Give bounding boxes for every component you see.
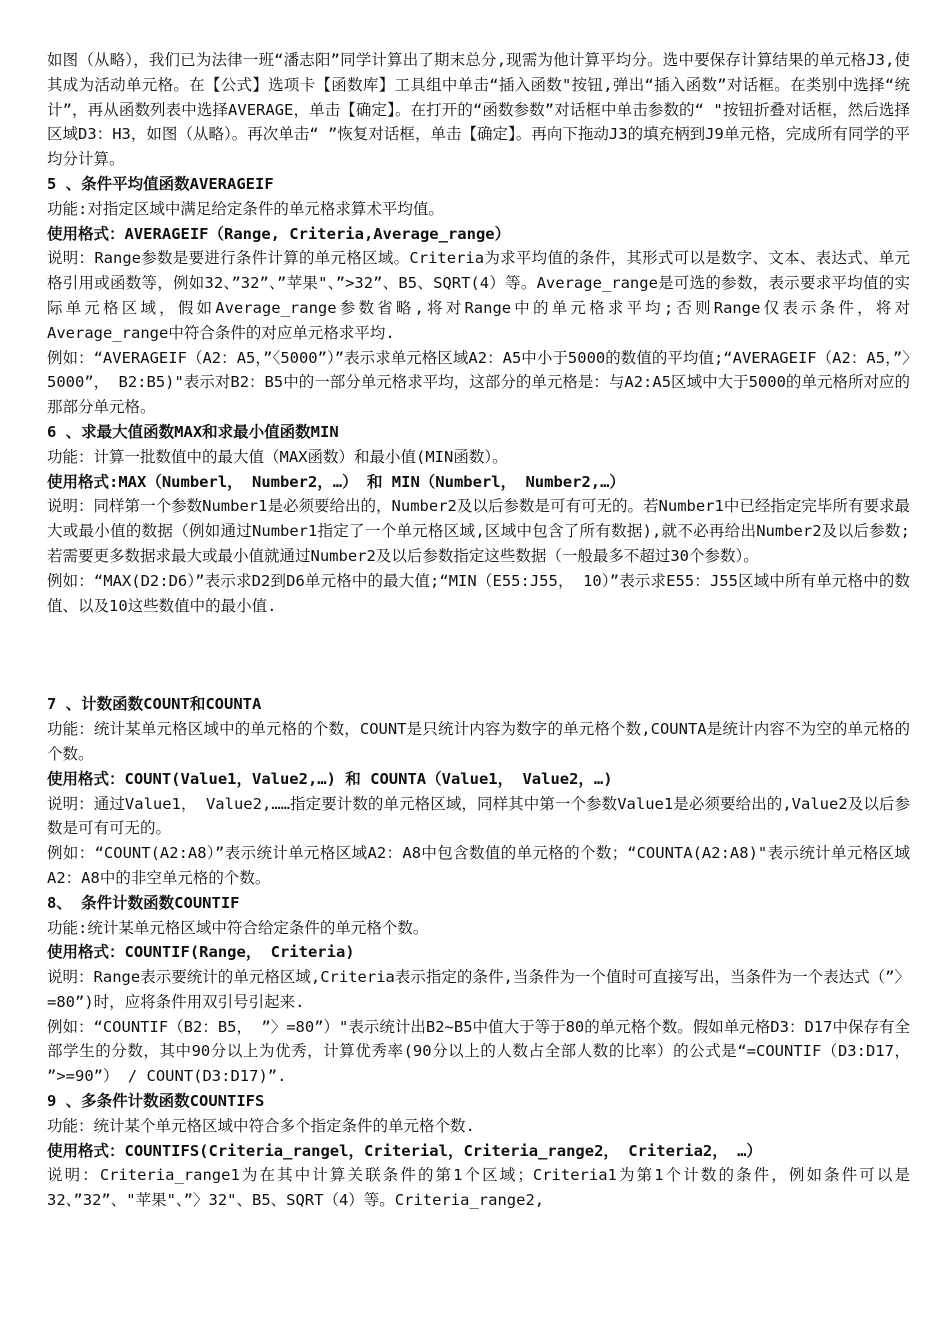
section-5-example: 例如：“AVERAGEIF（A2：A5，”〈5000”）”表示求单元格区域A2：A5中小于5000的数值的平均值;“AVERAGEIF（A2：A5，”〉5000”， B2:B5)"表示对B2：B5中的一部分单元格求平均，这部分的单元格是：与A2:A5区域中大于5000的单元格所对应的那部分单元格。: [47, 348, 910, 417]
section-8-title: 8、 条件计数函数COUNTIF: [47, 893, 240, 912]
section-8-function: 功能:统计某单元格区域中符合给定条件的单元格个数。: [47, 918, 429, 937]
section-9-usage: 使用格式：COUNTIFS(Criteria_rangel，Criterial，Criteria_range2， Criteria2， …）: [47, 1141, 762, 1160]
intro-paragraph: 如图（从略），我们已为法律一班“潘志阳”同学计算出了期末总分,现需为他计算平均分。选中要保存计算结果的单元格J3,使其成为活动单元格。在【公式】选项卡【函数库】工具组中单击“插入函数"按钮,弹出“插入函数”对话框。在类别中选择“统计”，再从函数列表中选择AVERAGE，单击【确定】。在打开的“函数参数”对话框中单击参数的“ "按钮折叠对话框，然后选择区域D3：H3，如图（从略）。再次单击“ ”恢复对话框，单击【确定】。再向下拖动J3的填充柄到J9单元格，完成所有同学的平均分计算。: [47, 51, 910, 169]
section-9-title: 9 、多条件计数函数COUNTIFS: [47, 1092, 265, 1111]
section-7-usage: 使用格式：COUNT(Value1，Value2,…) 和 COUNTA（Value1， Value2，…): [47, 769, 613, 788]
section-5-function: 功能:对指定区域中满足给定条件的单元格求算术平均值。: [47, 199, 444, 218]
section-5-usage: 使用格式：AVERAGEIF（Range, Criteria,Average_range）: [47, 224, 511, 243]
section-6-example: 例如：“MAX(D2:D6）”表示求D2到D6单元格中的最大值;“MIN（E55:J55， 10）”表示求E55：J55区域中所有单元格中的数值、以及10这些数值中的最小值.: [47, 571, 910, 615]
blank-gap: [47, 618, 910, 692]
section-7-description: 说明：通过Value1， Value2,……指定要计数的单元格区域，同样其中第一个参数Value1是必须要给出的,Value2及以后参数是可有可无的。: [47, 794, 910, 838]
section-9-function: 功能：统计某个单元格区域中符合多个指定条件的单元格个数.: [47, 1116, 475, 1135]
section-8-example: 例如：“COUNTIF（B2：B5， ”〉=80”）"表示统计出B2~B5中值大于等于80的单元格个数。假如单元格D3：D17中保存有全部学生的分数，其中90分以上为优秀，计算优秀率(90分以上的人数占全部人数的比率）的公式是“=COUNTIF（D3:D17， ”>=90”） / COUNT(D3:D17)”.: [47, 1017, 910, 1086]
section-5-description: 说明：Range参数是要进行条件计算的单元格区域。Criteria为求平均值的条件，其形式可以是数字、文本、表达式、单元格引用或函数等，例如32、”32”、”苹果"、”>32”、B5、SQRT(4）等。Average_range是可选的参数，表示要求平均值的实际单元格区域，假如Average_range参数省略,将对Range中的单元格求平均;否则Range仅表示条件，将对Average_range中符合条件的对应单元格求平均.: [47, 249, 910, 342]
section-8-usage: 使用格式：COUNTIF(Range， Criteria): [47, 943, 355, 962]
section-7-title: 7 、计数函数COUNT和COUNTA: [47, 695, 262, 714]
section-6-title: 6 、求最大值函数MAX和求最小值函数MIN: [47, 422, 339, 441]
section-7-example: 例如：“COUNT(A2:A8）”表示统计单元格区域A2：A8中包含数值的单元格的个数；“COUNTA(A2:A8)"表示统计单元格区域A2：A8中的非空单元格的个数。: [47, 844, 910, 887]
section-6-function: 功能：计算一批数值中的最大值（MAX函数）和最小值(MIN函数）。: [47, 447, 508, 466]
section-7-function: 功能：统计某单元格区域中的单元格的个数，COUNT是只统计内容为数字的单元格个数,COUNTA是统计内容不为空的单元格的个数。: [47, 720, 910, 763]
section-5-title: 5 、条件平均值函数AVERAGEIF: [47, 174, 274, 193]
section-9-description: 说明：Criteria_range1为在其中计算关联条件的第1个区域；Criteria1为第1个计数的条件，例如条件可以是32、”32”、"苹果"、”〉32"、B5、SQRT（4）等。Criteria_range2,: [47, 1166, 910, 1210]
section-8-description: 说明：Range表示要统计的单元格区域,Criteria表示指定的条件,当条件为一个值时可直接写出，当条件为一个表达式（”〉=80”)时，应将条件用双引号引起来.: [47, 968, 910, 1011]
section-6-usage: 使用格式:MAX（Numberl， Number2，…） 和 MIN（Numberl， Number2,…）: [47, 472, 625, 491]
section-6-description: 说明：同样第一个参数Number1是必须要给出的，Number2及以后参数是可有可无的。若Number1中已经指定完毕所有要求最大或最小值的数据（例如通过Number1指定了一个单元格区域,区域中包含了所有数据),就不必再给出Number2及以后参数;若需要更多数据求最大或最小值就通过Number2及以后参数指定这些数据（一般最多不超过30个参数）。: [47, 497, 910, 565]
